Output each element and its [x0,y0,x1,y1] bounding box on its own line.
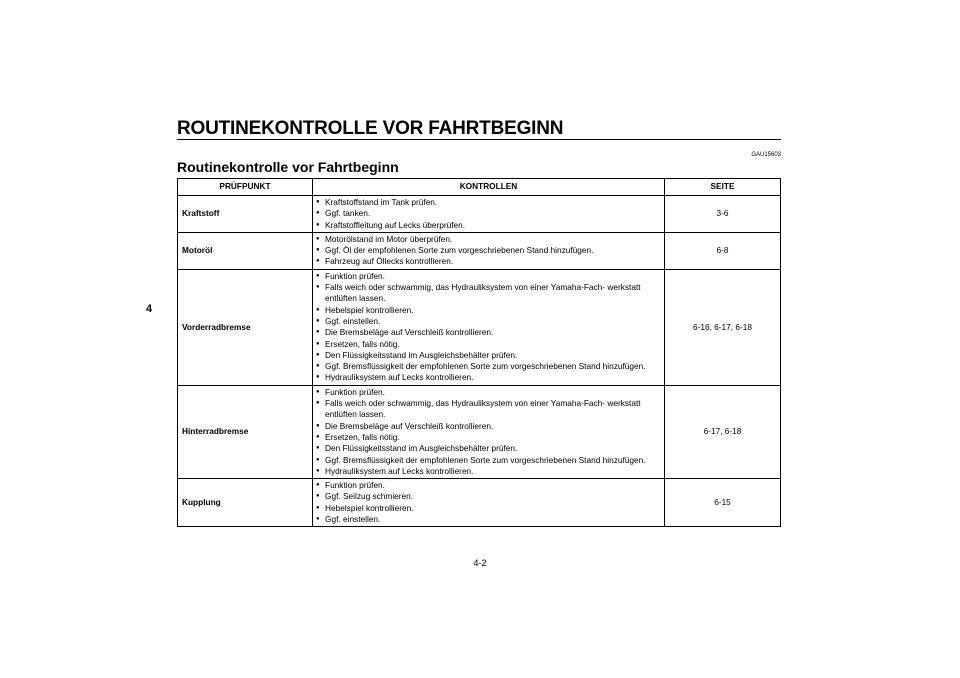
control-step: ● Fahrzeug auf Öllecks kontrollieren. [313,256,660,267]
control-step: ● Funktion prüfen. [313,271,660,282]
check-item: Hinterradbremse [178,385,313,478]
check-page-reference: 6-17, 6-18 [665,385,781,478]
control-step: ● Ersetzen, falls nötig. [313,432,660,443]
table-header-row [178,179,781,196]
control-step: ● Kraftstoffleitung auf Lecks überprüfen. [313,220,660,231]
control-step: ● Den Flüssigkeitsstand im Ausgleichsbehälter prüfen. [313,350,660,361]
check-page-reference: 6-15 [665,479,781,527]
control-step: ● Ggf. einstellen. [313,514,660,525]
check-item: Vorderradbremse [178,269,313,385]
control-step: ● Ggf. einstellen. [313,316,660,327]
section-title: Routinekontrolle vor Fahrtbeginn [177,159,399,175]
control-step: ● Hydrauliksystem auf Lecks kontrollieren. [313,372,660,383]
check-controls [313,269,665,385]
table-row [178,232,781,269]
control-step: ● Ggf. Bremsflüssigkeit der empfohlenen Sorte zum vorgeschriebenen Stand hinzufügen. [313,361,660,372]
table-row [178,385,781,478]
check-page-reference: 6-8 [665,232,781,269]
page-title: ROUTINEKONTROLLE VOR FAHRTBEGINN [177,118,564,139]
control-step: ● Ggf. Seilzug schmieren. [313,491,660,502]
control-step: ● Ggf. Bremsflüssigkeit der empfohlenen Sorte zum vorgeschriebenen Stand hinzufügen. [313,455,660,466]
control-step: ● Funktion prüfen. [313,480,660,491]
control-step: ● Die Bremsbeläge auf Verschleiß kontrollieren. [313,421,660,432]
check-controls [313,385,665,478]
control-step: ● Den Flüssigkeitsstand im Ausgleichsbehälter prüfen. [313,443,660,454]
control-step: ● Falls weich oder schwammig, das Hydrauliksystem von einer Yamaha-Fach- werkstatt entlüften lassen. [313,398,660,421]
chapter-tab: 4 [145,303,153,315]
check-page-reference: 3-6 [665,196,781,233]
control-step: ● Funktion prüfen. [313,387,660,398]
control-step: ● Ggf. Öl der empfohlenen Sorte zum vorgeschriebenen Stand hinzufügen. [313,245,660,256]
column-header-controls: KONTROLLEN [313,179,665,196]
control-step: ● Hebelspiel kontrollieren. [313,503,660,514]
table-row [178,269,781,385]
table-row [178,479,781,527]
table-row [178,196,781,233]
control-step: ● Motorölstand im Motor überprüfen. [313,234,660,245]
document-code: GAU15603 [751,152,781,158]
check-page-reference: 6-16, 6-17, 6-18 [665,269,781,385]
column-header-page: SEITE [665,179,781,196]
check-item: Motoröl [178,232,313,269]
check-item: Kraftstoff [178,196,313,233]
control-step: ● Ersetzen, falls nötig. [313,339,660,350]
page-number: 4-2 [473,558,487,568]
column-header-item: PRÜFPUNKT [178,179,313,196]
control-step: ● Falls weich oder schwammig, das Hydrauliksystem von einer Yamaha-Fach- werkstatt entlüften lassen. [313,282,660,305]
control-step: ● Hebelspiel kontrollieren. [313,305,660,316]
check-item: Kupplung [178,479,313,527]
check-controls [313,196,665,233]
control-step: ● Hydrauliksystem auf Lecks kontrollieren. [313,466,660,477]
control-step: ● Die Bremsbeläge auf Verschleiß kontrollieren. [313,327,660,338]
control-step: ● Ggf. tanken. [313,208,660,219]
title-divider [177,139,781,140]
check-controls [313,232,665,269]
control-step: ● Kraftstoffstand im Tank prüfen. [313,197,660,208]
check-controls [313,479,665,527]
check-table [177,178,781,527]
